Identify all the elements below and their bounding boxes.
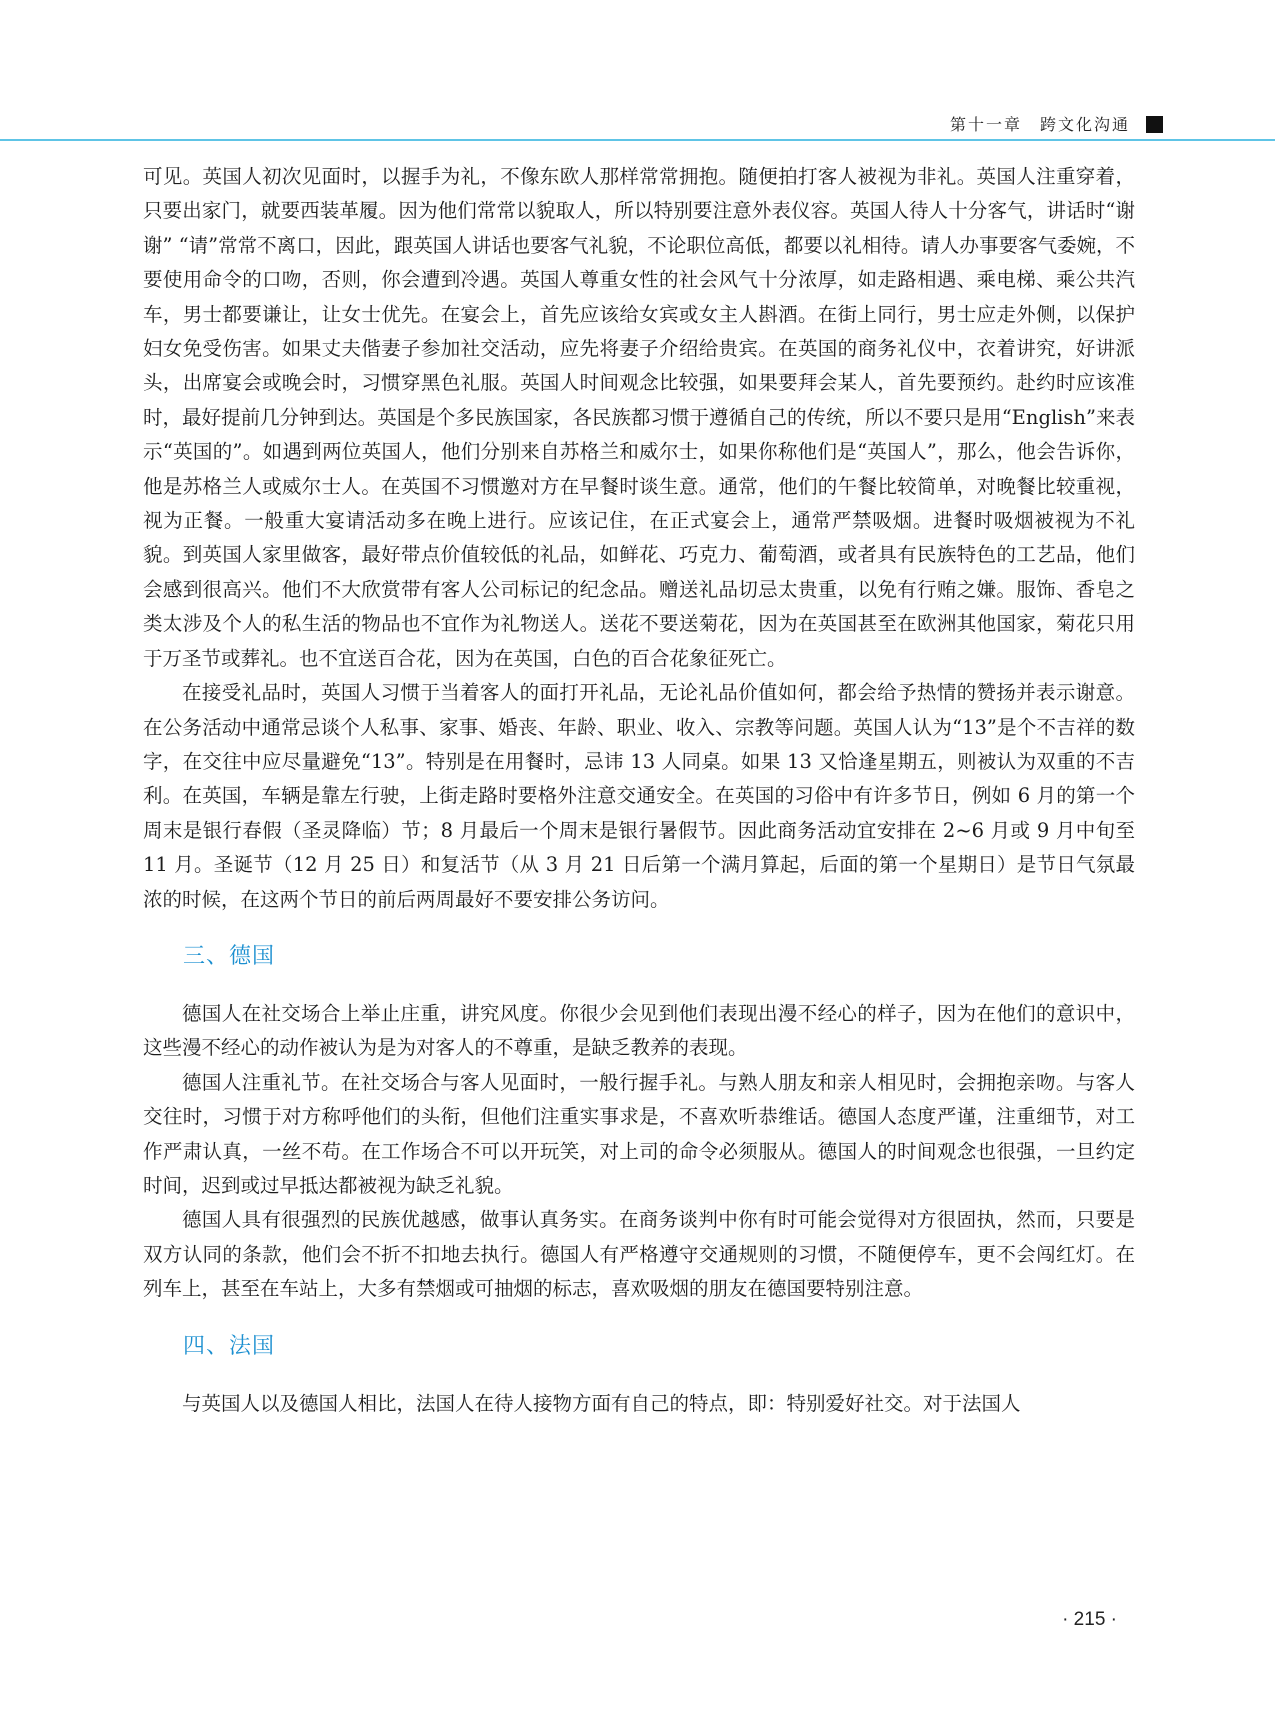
running-header	[0, 110, 1275, 140]
section-heading-france: 四、法国	[183, 1333, 276, 1359]
section-heading-germany: 三、德国	[183, 943, 276, 969]
germany-paragraph: 德国人在社交场合上举止庄重，讲究风度。你很少会见到他们表现出漫不经心的样子，因为在他们的意识中，这些漫不经心的动作被认为是为对客人的不尊重，是缺乏教养的表现。	[143, 1001, 1135, 1060]
black-square-icon	[1146, 116, 1163, 133]
uk-paragraph: 在接受礼品时，英国人习惯于当着客人的面打开礼品，无论礼品价值如何，都会给予热情的赞扬并表示谢意。在公务活动中通常忌谈个人私事、家事、婚丧、年龄、职业、收入、宗教等问题。英国人认为“13”是个不吉祥的数字，在交往中应尽量避免“13”。特别是在用餐时，忌讳 13 人同桌。如果 13 又恰逢星期五，则被认为双重的不吉利。在英国，车辆是靠左行驶，上街走路时要格外注意交通安全。在英国的习俗中有许多节日，例如 6 月的第一个周末是银行春假（圣灵降临）节；8 月最后一个周末是银行暑假节。因此商务活动宜安排在 2~6 月或 9 月中旬至 11 月。圣诞节（12 月 25 日）和复活节（从 3 月 21 日后第一个满月算起，后面的第一个星期日）是节日气氛最浓的时候，在这两个节日的前后两周最好不要安排公务访问。	[143, 681, 1135, 911]
uk-paragraph: 可见。英国人初次见面时，以握手为礼，不像东欧人那样常常拥抱。随便拍打客人被视为非礼。英国人注重穿着，只要出家门，就要西装革履。因为他们常常以貌取人，所以特别要注意外表仪容。英国人待人十分客气，讲话时“谢谢” “请”常常不离口，因此，跟英国人讲话也要客气礼貌，不论职位高低，都要以礼相待。请人办事要客气委婉，不要使用命令的口吻，否则，你会遭到冷遇。英国人尊重女性的社会风气十分浓厚，如走路相遇、乘电梯、乘公共汽车，男士都要谦让，让女士优先。在宴会上，首先应该给女宾或女主人斟酒。在街上同行，男士应走外侧，以保护妇女免受伤害。如果丈夫偕妻子参加社交活动，应先将妻子介绍给贵宾。在英国的商务礼仪中，衣着讲究，好讲派头，出席宴会或晚会时，习惯穿黑色礼服。英国人时间观念比较强，如果要拜会某人，首先要预约。赴约时应该准时，最好提前几分钟到达。英国是个多民族国家，各民族都习惯于遵循自己的传统，所以不要只是用“English”来表示“英国的”。如遇到两位英国人，他们分别来自苏格兰和威尔士，如果你称他们是“英国人”，那么，他会告诉你，他是苏格兰人或威尔士人。在英国不习惯邀对方在早餐时谈生意。通常，他们的午餐比较简单，对晚餐比较重视，视为正餐。一般重大宴请活动多在晚上进行。应该记住，在正式宴会上，通常严禁吸烟。进餐时吸烟被视为不礼貌。到英国人家里做客，最好带点价值较低的礼品，如鲜花、巧克力、葡萄酒，或者具有民族特色的工艺品，他们会感到很高兴。他们不大欣赏带有客人公司标记的纪念品。赠送礼品切忌太贵重，以免有行贿之嫌。服饰、香皂之类太涉及个人的私生活的物品也不宜作为礼物送人。送花不要送菊花，因为在英国甚至在欧洲其他国家，菊花只用于万圣节或葬礼。也不宜送百合花，因为在英国，白色的百合花象征死亡。	[143, 165, 1135, 670]
page-body	[143, 160, 1135, 1421]
chapter-title: 第十一章 跨文化沟通	[949, 115, 1130, 134]
page-number: · 215 ·	[1062, 1609, 1117, 1630]
header-rule	[0, 139, 1275, 141]
germany-paragraph: 德国人注重礼节。在社交场合与客人见面时，一般行握手礼。与熟人朋友和亲人相见时，会拥抱亲吻。与客人交往时，习惯于对方称呼他们的头衔，但他们注重实事求是，不喜欢听恭维话。德国人态度严谨，注重细节，对工作严肃认真，一丝不苟。在工作场合不可以开玩笑，对上司的命令必须服从。德国人的时间观念也很强，一旦约定时间，迟到或过早抵达都被视为缺乏礼貌。	[143, 1070, 1135, 1197]
germany-paragraph: 德国人具有很强烈的民族优越感，做事认真务实。在商务谈判中你有时可能会觉得对方很固执，然而，只要是双方认同的条款，他们会不折不扣地去执行。德国人有严格遵守交通规则的习惯，不随便停车，更不会闯红灯。在列车上，甚至在车站上，大多有禁烟或可抽烟的标志，喜欢吸烟的朋友在德国要特别注意。	[143, 1208, 1135, 1301]
france-paragraph: 与英国人以及德国人相比，法国人在待人接物方面有自己的特点，即：特别爱好社交。对于法国人	[182, 1391, 1021, 1415]
